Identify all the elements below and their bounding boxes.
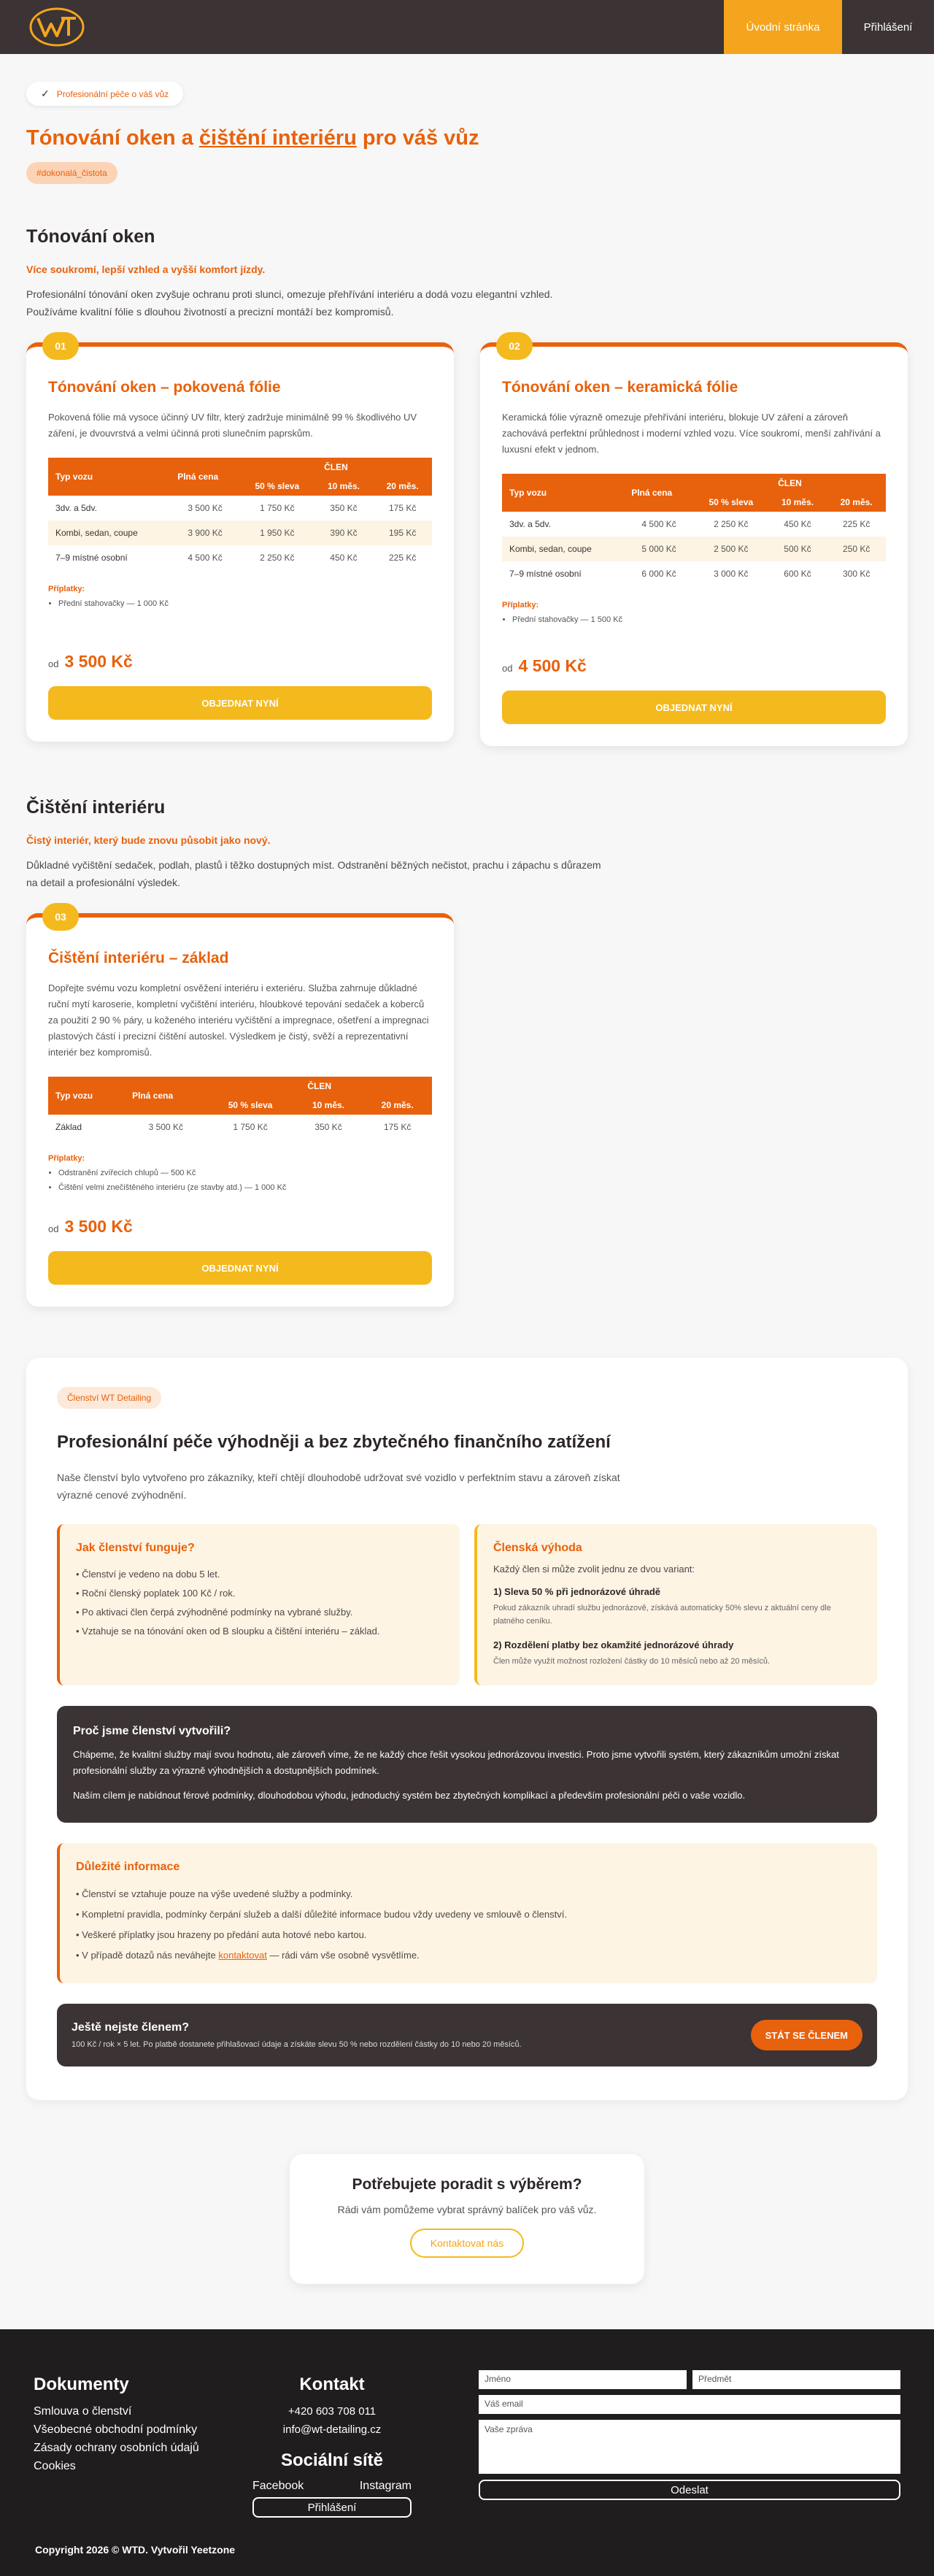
service-card-cleaning (26, 913, 454, 1307)
price-table: Typ vozu Plná cena ČLEN 50 % sleva 10 měs. 20 měs. 3dv. a 5dv. 4 500 Kč 2 250 Kč 450 Kč 225 Kč Kombi, sedan, coupe 5 000 Kč 2 500 Kč 500 Kč 250 Kč 7–9 místné osobní 6 000 Kč 3 000 Kč 600 Kč 300 Kč (502, 474, 886, 586)
order-button[interactable]: OBJEDNAT NYNÍ (48, 686, 432, 720)
how-it-works-box: Jak členství funguje? • Členství je vedeno na dobu 5 let. • Roční členský poplatek 100 Kč / rok. • Po aktivaci člen čerpá zvýhodněné podmínky na vybrané služby. • Vztahuje se na tónování oken od B sloupku a čištění interiéru – základ. (57, 1524, 460, 1685)
facebook-link[interactable]: Facebook (252, 2480, 304, 2492)
send-button[interactable]: Odeslat (479, 2480, 900, 2500)
card-desc: Pokovená fólie má vysoce účinný UV filtr, který zadržuje minimálně 99 % škodlivého UV záření, je dvouvrstvá a velmi účinná proti slunečním paprskům. (48, 412, 417, 439)
footer-link[interactable]: Všeobecné obchodní podmínky (34, 2423, 198, 2436)
table-row: 7–9 místné osobní 6 000 Kč 3 000 Kč 600 Kč 300 Kč (509, 569, 871, 579)
price-table: Typ vozu Plná cena ČLEN 50 % sleva 10 měs. 20 měs. Základ 3 500 Kč 1 750 Kč 350 Kč 175 Kč (48, 1077, 432, 1139)
table-row: Základ 3 500 Kč 1 750 Kč 350 Kč 175 Kč (55, 1122, 412, 1132)
hashtag-badge: #dokonalá_čistota (26, 162, 117, 184)
nav-home-link[interactable]: Úvodní stránka (724, 0, 842, 54)
cleaning-title: Čištění interiéru (26, 797, 166, 818)
table-row: Kombi, sedan, coupe 3 900 Kč 1 950 Kč 390 Kč 195 Kč (48, 520, 432, 545)
contact-form (479, 2370, 900, 2500)
email[interactable]: info@wt-detailing.cz (282, 2423, 382, 2436)
member-benefit-box: Členská výhoda Každý člen si může zvolit jednu ze dvou variant: 1) Sleva 50 % při jednorázové úhradě Pokud zákazník uhradí službu jednorázově, získává automaticky 50% slevu z aktuální ceny dle platného ceníku. 2) Rozdělení platby bez okamžité jednorázové úhrady Člen může využít možnost rozložení částky do 10 měsíců nebo až 20 měsíců. (474, 1524, 877, 1685)
top-nav (0, 0, 934, 54)
surcharges: Příplatky: • Přední stahovačky — 1 500 Kč (502, 601, 886, 627)
copyright: Copyright 2026 © WTD. Vytvořil Yeetzone (35, 2544, 236, 2556)
membership-section (26, 1358, 908, 2100)
footer-link[interactable]: Zásady ochrany osobních údajů (34, 2442, 199, 2454)
message-field[interactable]: Vaše zpráva (479, 2420, 900, 2474)
cleaning-subtitle: Čistý interiér, který bude znovu působit jako nový. (26, 834, 271, 846)
become-member-banner: Ještě nejste členem? 100 Kč / rok × 5 let. Po platbě dostanete přihlašovací údaje a získáte slevu 50 % nebo rozdělení částky do 10 nebo 20 měsíců. STÁT SE ČLENEM (57, 2004, 877, 2066)
footer-documents: Dokumenty Smlouva o členství Všeobecné obchodní podmínky Zásady ochrany osobních údajů Cookies (34, 2375, 199, 2475)
table-row: Kombi, sedan, coupe 5 000 Kč 2 500 Kč 500 Kč 250 Kč (502, 537, 886, 561)
subject-field[interactable]: Předmět (692, 2370, 900, 2389)
tinting-subtitle: Více soukromí, lepší vzhled a vyšší komfort jízdy. (26, 264, 266, 275)
card-title: Tónování oken – keramická fólie (502, 379, 738, 396)
contact-us-button[interactable]: Kontaktovat nás (410, 2229, 524, 2258)
price: od 3 500 Kč (48, 652, 133, 671)
footer-link[interactable]: Cookies (34, 2460, 76, 2472)
instagram-link[interactable]: Instagram (359, 2480, 412, 2492)
surcharges: Příplatky: • Odstranění zvířecích chlupů — 500 Kč • Čištění velmi znečištěného interiéru (ze stavby atd.) — 1 000 Kč (48, 1154, 432, 1195)
hero-pill-text: Profesionální péče o váš vůz (56, 88, 169, 99)
service-card-ceramic (480, 342, 908, 746)
tinting-desc: Profesionální tónování oken zvyšuje ochranu proti slunci, omezuje přehřívání interiéru a dodá vozu elegantní vzhled. Používáme kvalitní fólie s dlouhou životností a precizní montáží bez kompromisů. (26, 288, 553, 318)
cleaning-section (0, 797, 934, 1307)
footer-login-button[interactable]: Přihlášení (252, 2497, 412, 2518)
tinting-section (0, 226, 934, 746)
card-title: Čištění interiéru – základ (48, 950, 229, 966)
table-row: 7–9 místné osobní 4 500 Kč 2 250 Kč 450 Kč 225 Kč (55, 553, 417, 563)
contact-link[interactable]: kontaktovat (218, 1950, 267, 1961)
why-box: Proč jsme členství vytvořili? Chápeme, že kvalitní služby mají svou hodnotu, ale zároveň víme, že ne každý chce řešit vysokou jednorázovou investici. Proto jsme vytvořili systém, který zákazníkům umožní získat profesionální služby za výrazně výhodnějších a dostupnějších podmínek. Naším cílem je nabídnout férové podmínky, dlouhodobou výhodu, jednoduchý systém bez zbytečných komplikací a především profesionální péči o vaše vozidlo. (57, 1706, 877, 1823)
hero-pill (26, 82, 183, 106)
phone[interactable]: +420 603 708 011 (287, 2405, 377, 2418)
page-title: Tónování oken a čištění interiéru pro váš vůz (26, 126, 479, 150)
help-box: Potřebujete poradit s výběrem? Rádi vám pomůžeme vybrat správný balíček pro váš vůz. Kontaktovat nás (290, 2154, 644, 2284)
membership-pill: Členství WT Detailing (57, 1387, 161, 1409)
important-info-box: Důležité informace • Členství se vztahuje pouze na výše uvedené služby a podmínky. • Kompletní pravidla, podmínky čerpání služeb a další důležité informace budou vždy uvedeny ve smlouvě o členství. • Veškeré příplatky jsou hrazeny po předání auta hotové nebo kartou. • V případě dotazů nás neváhejte kontaktovat — rádi vám vše osobně vysvětlíme. (57, 1843, 877, 1983)
check-icon: ✓ (41, 88, 50, 99)
table-row: 3dv. a 5dv. 3 500 Kč 1 750 Kč 350 Kč 175 Kč (55, 503, 417, 513)
membership-title: Profesionální péče výhodněji a bez zbytečného finančního zatížení (57, 1432, 611, 1452)
card-desc: Keramická fólie výrazně omezuje přehřívání interiéru, blokuje UV záření a zároveň zachovává perfektní průhlednost i moderní vzhled vozu. Více soukromí, menší zahřívání a luxusní efekt v jednom. (502, 412, 881, 455)
card-number: 01 (42, 332, 79, 360)
price-table: Typ vozu Plná cena ČLEN 50 % sleva 10 měs. 20 měs. 3dv. a 5dv. 3 500 Kč 1 750 Kč 350 Kč 175 Kč Kombi, sedan, coupe 3 900 Kč 1 950 Kč 390 Kč 195 Kč 7–9 místné osobní 4 500 Kč 2 250 Kč 450 Kč 225 Kč (48, 458, 432, 570)
card-number: 03 (42, 903, 79, 931)
price: od 3 500 Kč (48, 1217, 133, 1236)
cleaning-desc: Důkladné vyčištění sedaček, podlah, plastů i těžko dostupných míst. Odstranění běžných nečistot, prachu i zápachu s důrazem na detail a profesionální výsledek. (26, 859, 601, 888)
service-card-metal (26, 342, 454, 742)
email-field[interactable]: Váš email (479, 2395, 900, 2414)
nav-login-link[interactable]: Přihlášení (863, 20, 913, 34)
tinting-title: Tónování oken (26, 226, 155, 247)
footer-link[interactable]: Smlouva o členství (34, 2405, 132, 2418)
wtd-logo[interactable] (26, 5, 88, 49)
footer (0, 2329, 934, 2576)
table-row: 3dv. a 5dv. 4 500 Kč 2 250 Kč 450 Kč 225 Kč (509, 519, 871, 529)
card-number: 02 (496, 332, 533, 360)
card-title: Tónování oken – pokovená fólie (48, 379, 281, 396)
membership-desc: Naše členství bylo vytvořeno pro zákazníky, kteří chtějí dlouhodobě udržovat své vozidlo v perfektním stavu a zároveň získat výrazné cenové zvýhodnění. (57, 1472, 620, 1501)
price: od 4 500 Kč (502, 656, 587, 675)
hero (0, 54, 934, 184)
become-member-button[interactable]: STÁT SE ČLENEM (751, 2020, 862, 2050)
name-field[interactable]: Jméno (479, 2370, 687, 2389)
footer-contact: Kontakt +420 603 708 011 info@wt-detailing.cz Sociální sítě Facebook Instagram Přihlášení (252, 2375, 412, 2518)
card-desc: Dopřejte svému vozu kompletní osvěžení interiéru i exteriéru. Služba zahrnuje důkladné ruční mytí karoserie, kompletní vyčištění interiéru, hloubkové tepování sedaček a koberců za použití 2 90 % páry, u koženého interiéru vyčištění a impregnace, ošetření a impregnaci plastových částí i precizní čištění autoskel. Výsledkem je čistý, svěží a reprezentativní interiér bez kompromisů. (48, 983, 429, 1058)
surcharges: Příplatky: • Přední stahovačky — 1 000 Kč (48, 585, 432, 611)
order-button[interactable]: OBJEDNAT NYNÍ (502, 691, 886, 724)
order-button[interactable]: OBJEDNAT NYNÍ (48, 1251, 432, 1285)
